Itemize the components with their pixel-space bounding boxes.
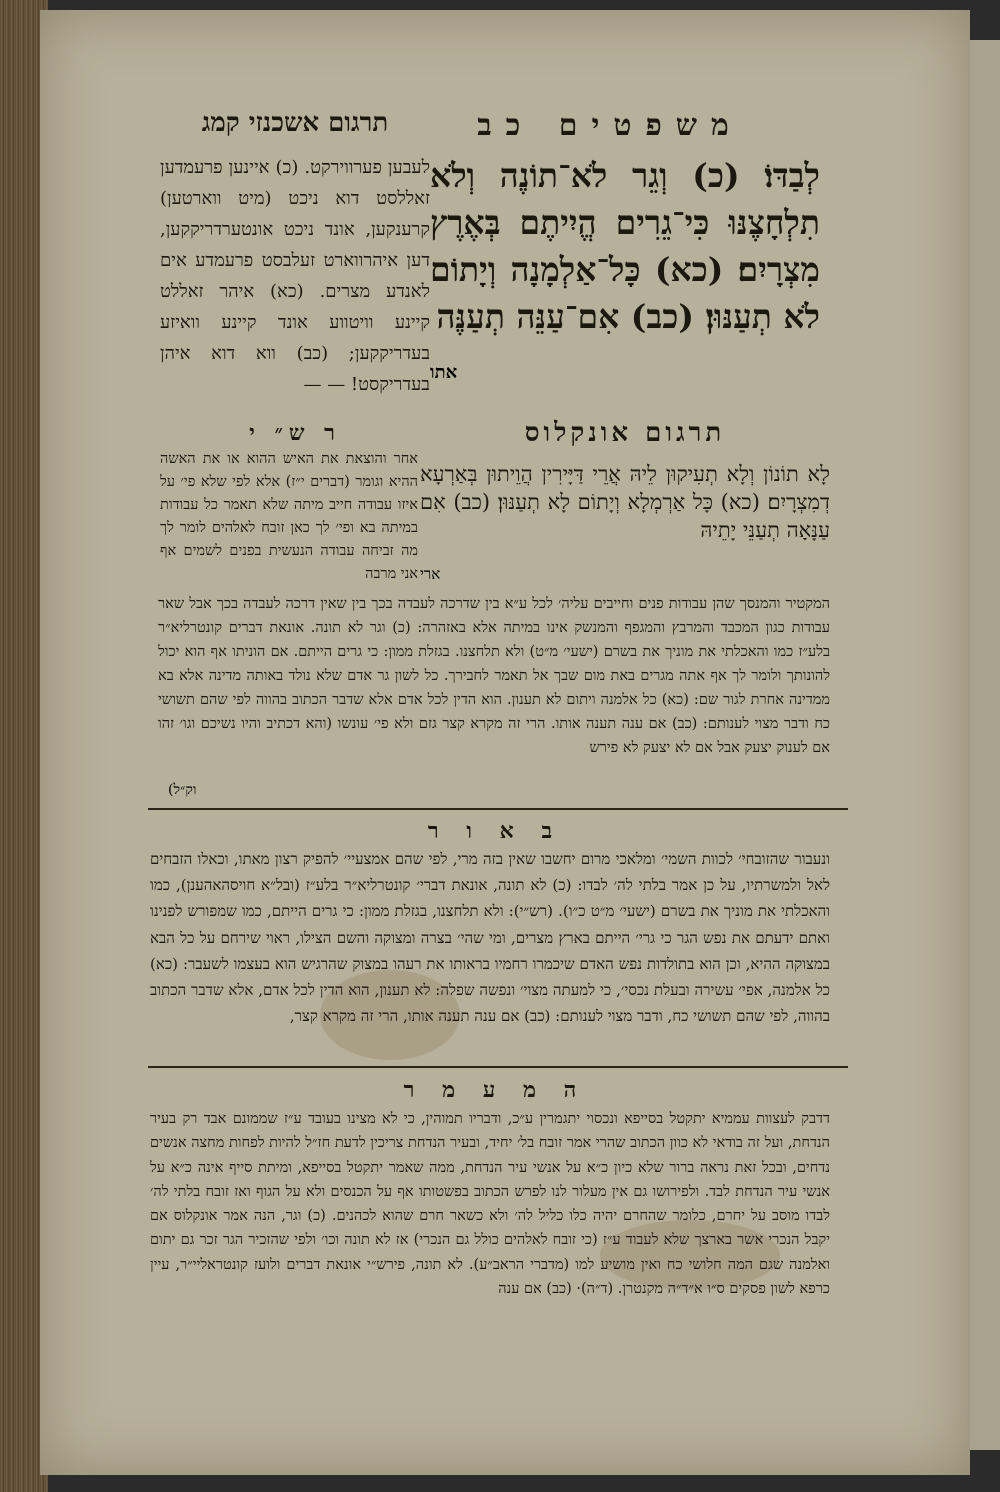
parsha-header: משפטים כב xyxy=(477,108,743,143)
rashi-title: ר ש״ י xyxy=(249,420,341,446)
catchword: וק״ל) xyxy=(168,782,197,798)
biur-text: ונעבור שהזובחי׳ לכוות השמי׳ ומלאכי מרום יחשבו שאין בזה מרי, לפי שהם אמצעיי׳ להפיק רצון מאתו, וכאלו הזבחים לאל ולמשרתיו, על כן אמר בלתי לה׳ לבדו: (כ) לא תונה, אונאת דברי׳ קונטרליא״ר בלע״ז (ובל״א חויסהאהענן), כמו והאכלתי את מוניך את בשרם (ישעי׳ מ״ט כ״ו). (רש״י): ולא תלחצנו, בגזלת ממון: כי גרים הייתם, כמו שמפורש לפנינו ואתם ידעתם את נפש הגר כי גרי׳ הייתם בארץ מצרים, ומי שהי׳ בצרה ומצוקה והשם הצילו, ראוי שירחם על כל הבא במצוקה ההיא, וכן הוא בתולדות נפש האדם שיכמרו רחמיו בראותו את רעהו במצוק שהרגיש הוא בעצמו לשעבר: (כא) כל אלמנה, אפי׳ עשירה ובעלת נכסי׳, כי למעתה מצוי׳ ונפשה שפלה: לא תענון, הוא הדין לכל אדם, אלא שדבר הכתוב בהווה, לפי שהם תשושי כח, ודבר מצוי לענותם: (כב) אם ענה תענה אותו, הרי זה מקרא קצר, xyxy=(150,850,830,1026)
onkelos-title: תרגום אונקלוס xyxy=(524,418,726,448)
catchword: אתו xyxy=(430,362,458,383)
yiddish-translation: לעבען פערווירקט. (כ) איינען פרעמדען זאללסט דוא ניכט (מיט ווארטען) קרענקען, אונד ניכט אונטערדריקקען, דען איהרווארט זעלבסט פרעמדע אים לאנדע מצרים. (כא) איהר זאללט קיינע וויטווע אונד קיינע וואיזע בעדריקקען; (כב) ווא דוא איהן בעדריקסט! — — xyxy=(160,157,430,395)
targum-header: תרגום אשכנזי קמג xyxy=(201,108,389,138)
biur-title: ב א ו ר xyxy=(427,818,563,844)
divider xyxy=(148,808,848,810)
meamer-title: ה מ ע מ ר xyxy=(403,1077,587,1103)
rashi-text-top: אחר והוצאת את האיש ההוא או את האשה ההיא וגומר (דברים י״ז) אלא לפי שלא פי׳ על איזו עבודה חייב מיתה שלא תאמר כל עבודות במיתה בא ופי׳ לך כאן זובח לאלהים לומר לך מה זביחה עבודה הנעשית בפנים לשמים אף אני מרבה xyxy=(160,451,418,582)
torah-text: לְבַדּוֹ׃ (כ) וְגֵר לֹא־תוֹנֶה וְלֹא תִלְחָצֶנּוּ כִּי־גֵרִים הֱיִיתֶם בְּאֶרֶץ מִצְרָיִם׃ (כא) כָּל־אַלְמָנָה וְיָתוֹם לֹא תְעַנּוּן׃ (כב) אִם־עַנֵּה תְעַנֶּה xyxy=(430,156,820,336)
meamer-text: דדבק לעצוות עממיא יתקטל בסייפא ונכסוי יתגמרין ע״כ, ודבריו תמוהין, כי לא מצינו בעובד ע״ז שממונם אבד רק בעיר הנדחת, ועל זה בודאי לא כוון הכתוב שהרי אמר זובח בל׳ יחיד, ובעיר הנדחת צריכין לדעת חז״ל להיות לפחות מחצה אנשים נדחים, ובכל זאת נראה ברור שלא כיון כ״א על אנשי עיר הנדחת, ממה שאמר יתקטל בסייפא, ומיתת סייף אינה כ״א על אנשי עיר הנדחת לבד. ולפירושו גם אין מעלור לנו לפרש הכתוב בפשטותו אף על הכנסים ולא על הגוף ואז זובח בלתי לה׳ לבדו מוסב על יחרם, כלומר שהחרם יהיה כלו כליל לה׳ ולא כשאר חרם שהוא לכהנים. (כ) וגר, הנה אמר אונקלוס אם יקבל הנכרי אשר בארצך שלא לעבוד ע״ז (כי זובח לאלהים כולל גם הנכרי) אז לא תונה וכו׳ ולפי שהזכיר הגר זכר גם יתום ואלמנה שגם המה חלושי כח ואין מושיע למו (מדברי הראב״ע). לא תונה, פירש״י אונאת דברים ולועז קונטראליי״ר, עיין כרפא לשון פסקים ס״ו א״ד״ה מקנטרן. (ד״ה)· (כב) אם ענה xyxy=(150,1111,830,1298)
rashi-text-bottom: המקטיר והמנסך שהן עבודות פנים וחייבים עליה׳ לכל ע״א בין שדרכה לעבדה בכך בין שאין דרכה לעבדה בכך אבל שאר עבודות כגון המכבד והמרבץ והמגפף והמנשק אינו במיתה אלא באזהרה: (כ) וגר לא תונה. אונאת דברים קונטרליא״ר בלע״ז כמו והאכלתי את מוניך את בשרם (ישעי׳ מ״ט) ולא תלחצנו. בגזלת ממון: כי גרים הייתם. אם הוניתו אף הוא יכול להונותך ולומר לך אף אתה מגרים באת מום שבך אל תאמר לחבירך. כל לשון גר אדם שלא נולד באותה מדינה אלא בא ממדינה אחרת לגור שם: (כא) כל אלמנה ויתום לא תענון. הוא הדין לכל אדם אלא שדבר הכתוב בהווה לפי שהם תשושי כח ודבר מצוי לענותם: (כב) אם ענה תענה אותו. הרי זה מקרא קצר גזם ולא פי׳ עונשו (והא דכתיב והיו נשיכם וגו׳ זהו אם לענוק יצעק אבל אם לא יצעק לא פירש xyxy=(158,596,830,756)
catchword: ארי xyxy=(420,565,441,583)
divider xyxy=(148,1066,848,1068)
onkelos-text: לָא תוֹנוֹן וְלָא תְעִיקוּן לֵיהּ אֲרֵי דַּיָּירִין הֲוֵיתוּן בְּאַרְעָא דְמִצְרָיִם׃ (כא) כָּל אַרְמְלָא וְיָתוֹם לָא תְעַנּוּן׃ (כב) אִם עַנָּאָה תְעַנֵּי יָתֵיהּ xyxy=(420,462,830,542)
